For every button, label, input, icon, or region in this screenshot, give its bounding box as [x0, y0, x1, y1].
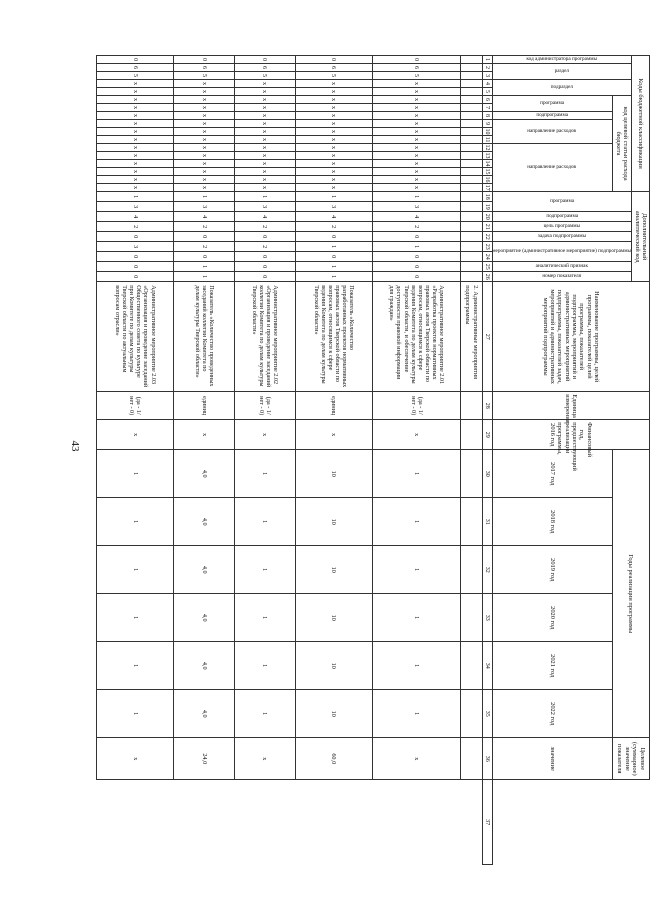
target-item-group-header: код целевой статьи расхода бюджета	[612, 96, 632, 192]
code-cell: 5	[96, 72, 173, 80]
code-cell: 0	[235, 272, 296, 282]
podrazdel-header: подраздел	[492, 80, 632, 96]
code-cell: х	[174, 80, 235, 88]
code-cell	[461, 80, 482, 88]
column-index-cell: 12	[482, 144, 492, 152]
code-cell: 0	[295, 252, 372, 262]
code-cell	[461, 56, 482, 64]
indicator-name-cell: Показатель «Количество разработанных проектов нормативных правовых актов Тверской области по вопросам, относящимся к сфере ведения Комитета по делам культуры Тверской области»	[295, 282, 372, 392]
code-cell: х	[295, 96, 372, 104]
code-cell: 0	[96, 252, 173, 262]
code-cell: х	[96, 144, 173, 152]
code-cell: х	[372, 120, 460, 128]
year-value-cell: 1	[235, 450, 296, 498]
rotated-table-sheet	[110, 55, 650, 865]
code-cell: 6	[295, 64, 372, 72]
code-cell: 0	[174, 252, 235, 262]
code-cell	[461, 176, 482, 184]
table-row	[372, 56, 460, 865]
code-cell: 0	[96, 272, 173, 282]
code-cell: х	[295, 128, 372, 136]
column-index-cell: 36	[482, 738, 492, 780]
code-cell: х	[96, 104, 173, 112]
code-cell: х	[96, 136, 173, 144]
code-cell: 6	[372, 64, 460, 72]
code-cell: 3	[96, 242, 173, 252]
napravlenie-header: направление расходов	[492, 120, 612, 144]
year-2019-header: 2019 год	[492, 546, 612, 594]
code-cell: х	[295, 184, 372, 192]
code-cell: х	[174, 144, 235, 152]
year-value-cell: 10	[295, 546, 372, 594]
code-cell: 3	[295, 202, 372, 212]
unit-cell: (да - 1/ нет - 0)	[96, 392, 173, 420]
fin-year-cell: х	[235, 420, 296, 450]
code-cell: 0	[372, 232, 460, 242]
code-cell: х	[174, 112, 235, 120]
column-index-cell: 10	[482, 128, 492, 136]
column-index-cell: 21	[482, 222, 492, 232]
year-2020-header: 2020 год	[492, 594, 612, 642]
code-cell: х	[372, 160, 460, 168]
column-index-cell: 5	[482, 88, 492, 96]
column-index-cell: 9	[482, 120, 492, 128]
code-cell	[461, 212, 482, 222]
code-cell	[461, 144, 482, 152]
code-cell: х	[96, 112, 173, 120]
code-cell: х	[174, 96, 235, 104]
code-cell: х	[235, 144, 296, 152]
programma-header: программа	[492, 96, 612, 112]
code-cell: х	[372, 168, 460, 176]
code-cell: х	[174, 128, 235, 136]
year-value-cell: 1	[96, 642, 173, 690]
code-cell: 5	[235, 72, 296, 80]
code-cell: х	[372, 176, 460, 184]
code-cell: х	[372, 96, 460, 104]
year-value-cell: 4,0	[174, 498, 235, 546]
code-cell: 3	[372, 202, 460, 212]
year-value-cell: 1	[235, 690, 296, 738]
year-value-cell: 1	[235, 594, 296, 642]
code-cell	[461, 120, 482, 128]
year-value-cell: 1	[235, 498, 296, 546]
code-admin-header: код администратора программы	[492, 56, 632, 64]
target-value-cell: х	[96, 738, 173, 780]
code-cell: х	[96, 96, 173, 104]
year-value-cell	[461, 450, 482, 498]
target-value-cell: х	[235, 738, 296, 780]
year-value-cell: 4,0	[174, 594, 235, 642]
column-index-cell: 31	[482, 498, 492, 546]
year-value-cell: 1	[96, 498, 173, 546]
column-index-cell: 2	[482, 64, 492, 72]
program-indicators-table	[96, 55, 650, 865]
unit-cell	[461, 392, 482, 420]
code-cell: 1	[295, 192, 372, 202]
code-cell: х	[295, 120, 372, 128]
year-value-cell: 4,0	[174, 690, 235, 738]
code-cell: х	[372, 136, 460, 144]
code-cell: х	[372, 152, 460, 160]
column-index-cell: 22	[482, 232, 492, 242]
column-index-cell: 29	[482, 420, 492, 450]
name-column-header: Наименование программы, целей программы, показателей целей программы, показателей подпрограммы, мероприятий и административных мероприятий подпрограммы, показателей задач, мероприятий и административных мероприятий подпрограммы	[492, 282, 649, 392]
code-cell: х	[96, 120, 173, 128]
years-group-header: Годы реализации программы	[612, 450, 649, 738]
code-cell: 0	[174, 232, 235, 242]
code-cell	[461, 232, 482, 242]
code-cell: 0	[372, 272, 460, 282]
code-cell: х	[295, 136, 372, 144]
code-cell	[461, 152, 482, 160]
column-index-cell: 15	[482, 168, 492, 176]
code-cell: х	[235, 184, 296, 192]
fin-year-cell	[461, 420, 482, 450]
unit-cell: единиц	[174, 392, 235, 420]
column-index-cell: 35	[482, 690, 492, 738]
code-cell: 5	[174, 72, 235, 80]
code-cell: х	[372, 104, 460, 112]
code-cell: 4	[235, 212, 296, 222]
year-value-cell: 1	[372, 546, 460, 594]
year-value-cell: 4,0	[174, 642, 235, 690]
code-cell: 1	[174, 272, 235, 282]
unit-cell: единиц	[295, 392, 372, 420]
target-value-cell: 60,0	[295, 738, 372, 780]
code-cell	[461, 252, 482, 262]
code-cell: х	[235, 104, 296, 112]
code-cell: х	[235, 80, 296, 88]
code-cell: 5	[295, 72, 372, 80]
year-value-cell: 1	[96, 690, 173, 738]
code-cell: х	[96, 88, 173, 96]
napravlenie-detail-header: направление расходов	[492, 144, 612, 192]
code-cell: 1	[235, 192, 296, 202]
code-cell: х	[372, 144, 460, 152]
code-cell	[461, 168, 482, 176]
code-cell: х	[96, 128, 173, 136]
year-2021-header: 2021 год	[492, 642, 612, 690]
unit-column-header: Единица измерения	[492, 392, 649, 420]
code-cell: 4	[372, 212, 460, 222]
indicator-name-cell: Административное мероприятие 2.01 «Разработка проектов нормативных правовых актов Тверской области по вопросам, относящимся к сфере ведения Комитета по делам культуры Тверской области, и обеспечение доступности правовой информации для граждан»	[372, 282, 460, 392]
column-index-cell: 28	[482, 392, 492, 420]
code-cell: 2	[235, 242, 296, 252]
year-value-cell	[461, 546, 482, 594]
code-cell: х	[96, 184, 173, 192]
table-row	[96, 56, 173, 865]
code-cell: 4	[295, 212, 372, 222]
code-cell: х	[235, 88, 296, 96]
year-value-cell: 10	[295, 498, 372, 546]
column-index-cell: 11	[482, 136, 492, 144]
code-cell: 5	[372, 72, 460, 80]
code-cell: 1	[372, 192, 460, 202]
fin-year-column-header: Финансовый год, предшествующий реализации программы, 2016 год	[492, 420, 649, 450]
indicator-name-cell: 2. Административные мероприятия подпрограммы	[461, 282, 482, 392]
code-cell: 4	[174, 212, 235, 222]
column-index-row	[482, 56, 492, 865]
code-cell: 6	[174, 64, 235, 72]
year-value-cell: 1	[96, 546, 173, 594]
column-index-cell: 32	[482, 546, 492, 594]
code-cell: х	[174, 152, 235, 160]
year-value-cell: 10	[295, 450, 372, 498]
code-cell: 2	[295, 222, 372, 232]
code-cell: 6	[235, 64, 296, 72]
meropriyatie-header: мероприятие (административное мероприятие) подпрограммы	[492, 242, 632, 262]
column-index-cell: 24	[482, 252, 492, 262]
year-value-cell: 1	[372, 498, 460, 546]
code-cell: 0	[372, 262, 460, 272]
column-index-cell: 18	[482, 192, 492, 202]
fin-year-cell: х	[96, 420, 173, 450]
code-cell: х	[235, 120, 296, 128]
code-cell: х	[295, 112, 372, 120]
fin-year-cell: х	[174, 420, 235, 450]
page-number: 43	[69, 440, 81, 452]
column-index-cell: 6	[482, 96, 492, 104]
column-index-cell: 20	[482, 212, 492, 222]
column-index-cell: 25	[482, 262, 492, 272]
programma-an-header: программа	[492, 192, 632, 212]
code-cell: 2	[174, 222, 235, 232]
column-index-cell: 27	[482, 282, 492, 392]
code-cell: 0	[235, 56, 296, 64]
code-cell: х	[295, 160, 372, 168]
code-cell: х	[174, 184, 235, 192]
code-cell: х	[372, 128, 460, 136]
column-index-cell: 13	[482, 152, 492, 160]
code-cell	[461, 112, 482, 120]
code-cell: х	[235, 176, 296, 184]
unit-cell: (да - 1/ нет - 0)	[372, 392, 460, 420]
code-cell: х	[174, 168, 235, 176]
podprogramma-an-header: подпрограмма	[492, 212, 632, 222]
code-cell: х	[235, 136, 296, 144]
code-cell: 0	[235, 232, 296, 242]
code-cell: 2	[372, 222, 460, 232]
target-value-cell: х	[372, 738, 460, 780]
code-cell: х	[235, 128, 296, 136]
code-cell: х	[174, 136, 235, 144]
analitika-header: аналитический признак	[492, 262, 632, 272]
code-cell	[461, 128, 482, 136]
code-cell	[461, 222, 482, 232]
code-cell: 2	[235, 222, 296, 232]
code-cell: х	[372, 184, 460, 192]
year-value-cell	[461, 642, 482, 690]
code-cell	[461, 72, 482, 80]
code-cell: х	[235, 112, 296, 120]
code-cell: 2	[96, 222, 173, 232]
indicator-name-cell: Административное мероприятие 2.02 «Организация и проведение заседаний коллегии Комитета по делам культуры Тверской области»	[235, 282, 296, 392]
year-value-cell: 10	[295, 642, 372, 690]
target-value-header: Целевое (суммарное) значение показателя	[612, 738, 649, 780]
column-index-cell: 14	[482, 160, 492, 168]
column-index-cell: 3	[482, 72, 492, 80]
code-cell: х	[295, 176, 372, 184]
year-value-cell: 4,0	[174, 546, 235, 594]
code-cell: х	[174, 88, 235, 96]
fin-year-cell: х	[295, 420, 372, 450]
table-row	[295, 56, 372, 865]
code-cell: 6	[96, 64, 173, 72]
year-value-cell: 1	[96, 594, 173, 642]
year-value-cell	[461, 498, 482, 546]
year-2018-header: 2018 год	[492, 498, 612, 546]
code-cell: х	[295, 152, 372, 160]
code-cell: 0	[174, 56, 235, 64]
code-cell	[461, 160, 482, 168]
code-cell	[461, 242, 482, 252]
year-value-cell: 4,0	[174, 450, 235, 498]
code-cell: х	[235, 152, 296, 160]
year-value-cell: 1	[235, 642, 296, 690]
codes-group-header: Коды бюджетной классификации	[632, 56, 650, 192]
code-cell: х	[96, 168, 173, 176]
year-value-cell: 1	[235, 546, 296, 594]
column-index-cell: 19	[482, 202, 492, 212]
podprogramma-header: подпрограмма	[492, 112, 612, 120]
code-cell: х	[372, 88, 460, 96]
razdel-header: раздел	[492, 64, 632, 80]
table-row	[461, 56, 482, 865]
code-cell: х	[174, 104, 235, 112]
code-cell	[461, 202, 482, 212]
code-cell: х	[295, 80, 372, 88]
code-cell	[461, 136, 482, 144]
target-value-cell	[461, 738, 482, 780]
code-cell: 4	[96, 212, 173, 222]
code-cell	[461, 192, 482, 202]
code-cell	[461, 64, 482, 72]
code-cell: х	[372, 112, 460, 120]
code-cell: 2	[174, 242, 235, 252]
code-cell: х	[235, 96, 296, 104]
code-cell	[461, 262, 482, 272]
code-cell: 0	[295, 56, 372, 64]
code-cell: х	[174, 160, 235, 168]
year-2022-header: 2022 год	[492, 690, 612, 738]
code-cell: х	[96, 160, 173, 168]
column-index-cell: 23	[482, 242, 492, 252]
code-cell: х	[235, 160, 296, 168]
code-cell: 0	[235, 262, 296, 272]
year-2017-header: 2017 год	[492, 450, 612, 498]
code-cell: 1	[372, 242, 460, 252]
code-cell: 1	[174, 262, 235, 272]
indicator-name-cell: Показатель «Количество проведенных заседаний коллегии Комитета по делам культуры Тверской области»	[174, 282, 235, 392]
value-header: значение	[492, 738, 612, 780]
code-cell: 0	[372, 56, 460, 64]
code-cell	[461, 96, 482, 104]
column-index-cell: 34	[482, 642, 492, 690]
code-cell: 0	[235, 252, 296, 262]
code-cell: 1	[174, 192, 235, 202]
year-value-cell: 10	[295, 594, 372, 642]
year-value-cell	[461, 594, 482, 642]
code-cell: 0	[372, 252, 460, 262]
year-value-cell: 1	[372, 450, 460, 498]
column-index-cell: 8	[482, 112, 492, 120]
fin-year-cell: х	[372, 420, 460, 450]
code-cell: 3	[174, 202, 235, 212]
code-cell: х	[235, 168, 296, 176]
code-cell: 0	[295, 232, 372, 242]
code-cell: 1	[295, 262, 372, 272]
column-index-cell: 37	[482, 780, 492, 865]
code-cell: х	[295, 104, 372, 112]
column-index-cell: 33	[482, 594, 492, 642]
code-cell: х	[295, 144, 372, 152]
unit-cell: (да - 1/ нет - 0)	[235, 392, 296, 420]
table-row	[174, 56, 235, 865]
year-value-cell: 10	[295, 690, 372, 738]
column-index-cell: 4	[482, 80, 492, 88]
code-cell	[461, 272, 482, 282]
column-index-cell: 17	[482, 184, 492, 192]
code-cell: 1	[295, 242, 372, 252]
code-cell: 3	[235, 202, 296, 212]
table-row	[235, 56, 296, 865]
column-index-cell: 7	[482, 104, 492, 112]
code-cell: 0	[96, 262, 173, 272]
code-cell: х	[295, 88, 372, 96]
code-cell	[461, 104, 482, 112]
column-index-cell: 16	[482, 176, 492, 184]
cel-header: цель программы	[492, 222, 632, 232]
code-cell: х	[96, 176, 173, 184]
analytic-group-header: Дополнительный аналитический код	[632, 192, 650, 282]
year-value-cell: 1	[372, 690, 460, 738]
column-index-cell: 1	[482, 56, 492, 64]
code-cell: 0	[96, 56, 173, 64]
column-index-cell: 30	[482, 450, 492, 498]
year-value-cell	[461, 690, 482, 738]
code-cell: 0	[96, 232, 173, 242]
nomer-header: номер показателя	[492, 272, 632, 282]
year-value-cell: 1	[372, 594, 460, 642]
code-cell	[461, 184, 482, 192]
code-cell: 1	[96, 192, 173, 202]
code-cell: х	[174, 176, 235, 184]
indicator-name-cell: Административное мероприятие 2.03 «Организация и проведение заседаний Общественного совета по культуре при Комитете по делам культуры Тверской области по актуальным вопросам отрасли»	[96, 282, 173, 392]
zadacha-header: задача подпрограммы	[492, 232, 632, 242]
code-cell: 1	[295, 272, 372, 282]
target-value-cell: 24,0	[174, 738, 235, 780]
year-value-cell: 1	[372, 642, 460, 690]
code-cell: х	[96, 80, 173, 88]
code-cell: х	[295, 168, 372, 176]
code-cell	[461, 88, 482, 96]
year-value-cell: 1	[96, 450, 173, 498]
code-cell: 3	[96, 202, 173, 212]
code-cell: х	[372, 80, 460, 88]
code-cell: х	[174, 120, 235, 128]
code-cell: х	[96, 152, 173, 160]
column-index-cell: 26	[482, 272, 492, 282]
